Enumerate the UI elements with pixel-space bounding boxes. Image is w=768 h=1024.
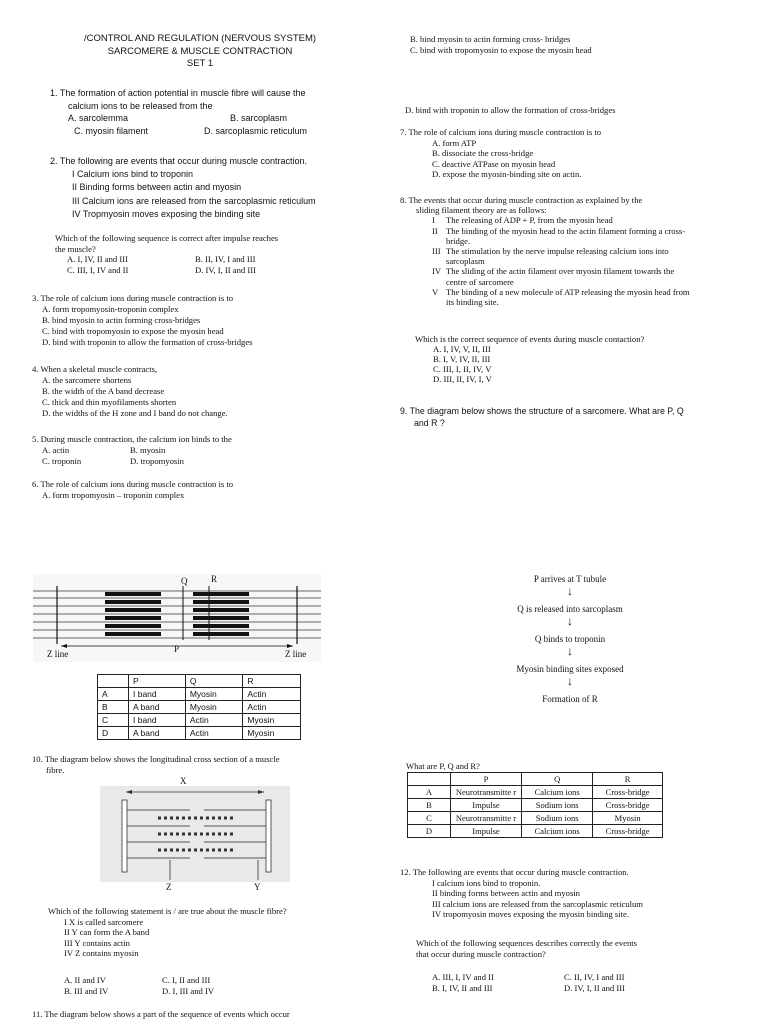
table-row <box>408 773 663 786</box>
q8-item-1-num: I <box>432 215 435 226</box>
q10-question-block <box>48 906 368 959</box>
q11-head-0 <box>408 773 451 786</box>
q9-cell: B <box>98 701 129 714</box>
muscle-fibre-svg <box>100 776 290 894</box>
q11-cell: Impulse <box>451 825 522 838</box>
q9-cell: Actin <box>185 714 243 727</box>
q2-question <box>55 233 355 275</box>
q10-option-a: A. II and IV <box>64 975 106 985</box>
q5-option-b: B. myosin <box>130 445 166 455</box>
q10-option-c: C. I, II and III <box>162 975 211 985</box>
flow-step-3: Q binds to troponin <box>534 634 606 644</box>
q1-option-b: B. sarcoplasm <box>230 113 288 123</box>
question-5 <box>32 434 362 467</box>
question-10 <box>32 754 362 776</box>
q11-cell: Calcium ions <box>522 786 593 799</box>
sarcomere-diagram <box>33 574 321 662</box>
question-2 <box>50 155 360 222</box>
q9-cell: I band <box>129 688 186 701</box>
q9-cell: Myosin <box>185 688 243 701</box>
down-arrow-icon: ↓ <box>567 644 573 658</box>
q11-table <box>407 772 663 838</box>
q9-cell: D <box>98 727 129 740</box>
question-8 <box>400 195 710 307</box>
q9-head-0 <box>98 675 129 688</box>
q1-stem-2: calcium ions to be released from the <box>68 100 213 111</box>
q2-option-a: A. I, IV, II and III <box>67 254 128 264</box>
q8-item-5-num: V <box>432 286 439 297</box>
table-row <box>408 786 663 799</box>
q11-cell: C <box>408 812 451 825</box>
q9-table <box>97 674 301 740</box>
table-row <box>98 701 301 714</box>
q12-option-b: B. I, IV, II and III <box>432 983 493 993</box>
q11-cell: Calcium ions <box>522 825 593 838</box>
table-row <box>408 812 663 825</box>
q9-cell: C <box>98 714 129 727</box>
q4-option-d: D. the widths of the H zone and I band do not change. <box>42 408 228 418</box>
q7-option-a: A. form ATP <box>432 137 477 148</box>
q5-option-c: C. troponin <box>42 456 82 466</box>
question-12 <box>400 867 730 920</box>
question-3 <box>32 293 362 348</box>
q9-stem-2: and R ? <box>414 418 445 428</box>
q8-stem-1: 8. The events that occur during muscle contraction as explained by the <box>400 195 643 205</box>
q9-cell: Myosin <box>243 727 301 740</box>
table-row <box>98 688 301 701</box>
q12-item-3: III calcium ions are released from the sarcoplasmic reticulum <box>432 898 643 909</box>
q10-stem-2: fibre. <box>46 765 65 775</box>
q9-cell: Myosin <box>243 714 301 727</box>
q10-item-2: II Y can form the A band <box>64 927 150 937</box>
q6-option-c: C. bind with tropomyosin to expose the myosin head <box>410 45 592 55</box>
q12-item-2: II binding forms between actin and myosin <box>432 888 580 898</box>
q12-item-4: IV tropomyosin moves exposing the myosin binding site. <box>432 909 630 919</box>
q12-option-c: C. II, IV, I and III <box>564 972 625 982</box>
question-6-continued <box>410 34 730 56</box>
q10-option-b: B. III and IV <box>64 986 109 996</box>
q1-option-c: C. myosin filament <box>74 125 149 136</box>
q10-options <box>64 975 324 997</box>
q5-option-a: A. actin <box>42 445 70 455</box>
q11-cell: Sodium ions <box>522 799 593 812</box>
table-row <box>98 727 301 740</box>
z-line-right-label: Z line <box>285 649 307 659</box>
q12-question-2: that occur during muscle contraction? <box>416 948 546 959</box>
header <box>60 33 340 71</box>
q5-stem: 5. During muscle contraction, the calcium ion binds to the <box>32 434 232 444</box>
q2-item-3: III Calcium ions are released from the sarcoplasmic reticulum <box>72 195 316 206</box>
muscle-fibre-diagram <box>100 776 290 894</box>
q9-head-r: R <box>243 675 301 688</box>
q9-head-q: Q <box>185 675 243 688</box>
q11-cell: Cross-bridge <box>593 799 663 812</box>
q9-cell: A band <box>129 727 186 740</box>
q3-option-a: A. form tropomyosin-troponin complex <box>42 304 179 314</box>
q2-stem: 2. The following are events that occur during muscle contraction. <box>50 156 307 166</box>
question-9 <box>400 405 730 429</box>
flow-step-1: P arrives at T tubule <box>533 574 607 584</box>
q8-item-3-text: The stimulation by the nerve impulse releasing calcium ions into sarcoplasm <box>446 246 669 267</box>
q4-stem: 4. When a skeletal muscle contracts, <box>32 364 158 374</box>
q8-option-a: A. I, IV, V, II, III <box>433 344 491 354</box>
q11-cell: Impulse <box>451 799 522 812</box>
q3-option-c: C. bind with tropomyosin to expose the myosin head <box>42 326 224 336</box>
q11-head-p: P <box>451 773 522 786</box>
q2-option-c: C. III, I, IV and II <box>67 264 129 275</box>
fibre-label-y: Y <box>254 882 261 892</box>
q8-option-d: D. III, II, IV, I, V <box>433 374 492 384</box>
q12-stem: 12. The following are events that occur during muscle contraction. <box>400 867 629 877</box>
q8-option-b: B. I, V, IV, II, III <box>433 354 491 364</box>
q11-cell: Myosin <box>593 812 663 825</box>
q2-item-2: II Binding forms between actin and myosin <box>72 182 242 192</box>
q11-cell: Sodium ions <box>522 812 593 825</box>
q3-option-b: B. bind myosin to actin forming cross-bridges <box>42 315 201 325</box>
q8-item-5-text: The binding of a new molecule of ATP releasing the myosin head from its binding site. <box>446 286 690 308</box>
down-arrow-icon: ↓ <box>567 674 573 688</box>
q4-option-b: B. the width of the A band decrease <box>42 386 165 396</box>
header-line-1: /CONTROL AND REGULATION (NERVOUS SYSTEM) <box>83 33 317 44</box>
down-arrow-icon: ↓ <box>567 614 573 628</box>
q8-item-1-text: The releasing of ADP + P, from the myosin head <box>446 215 613 226</box>
q2-item-4: IV Tropmyosin moves exposing the binding site <box>72 209 261 219</box>
q11-flowchart <box>480 574 660 704</box>
q4-option-c: C. thick and thin myofilaments shorten <box>42 397 177 407</box>
q12-question-1: Which of the following sequences describes correctly the events <box>416 938 637 948</box>
q6-option-d: D. bind with troponin to allow the formation of cross-bridges <box>405 105 616 115</box>
q7-option-d: D. expose the myosin-binding site on actin. <box>432 169 582 179</box>
q9-head-p: P <box>129 675 186 688</box>
q9-cell: Actin <box>243 701 301 714</box>
q11-cell: Neurotransmitte r <box>451 812 522 825</box>
q11-cell: A <box>408 786 451 799</box>
q11-cell: D <box>408 825 451 838</box>
q2-option-b: B. II, IV, I and III <box>195 254 256 264</box>
header-line-3: SET 1 <box>186 58 214 69</box>
q4-option-a: A. the sarcomere shortens <box>42 375 132 385</box>
q12-item-1: I calcium ions bind to troponin. <box>432 877 541 888</box>
q6-option-a: A. form tropomyosin – troponin complex <box>42 490 185 500</box>
table-row <box>408 825 663 838</box>
q8-item-3-num: III <box>432 246 441 257</box>
q2-option-d: D. IV, I, II and III <box>195 264 256 275</box>
q12-question-block <box>416 938 726 959</box>
q8-question: Which is the correct sequence of events during muscle contaction? <box>415 334 645 344</box>
fibre-label-x: X <box>180 776 187 786</box>
sarcomere-label-q: Q <box>181 576 188 586</box>
q2-question-2: the muscle? <box>55 243 96 254</box>
q1-option-a: A. sarcolemma <box>68 113 129 123</box>
q11-cell: Cross-bridge <box>593 786 663 799</box>
q6-option-b: B. bind myosin to actin forming cross- bridges <box>410 34 571 44</box>
q9-cell: Actin <box>243 688 301 701</box>
q12-option-a: A. III, I, IV and II <box>432 972 494 982</box>
question-7 <box>400 127 730 180</box>
q10-option-d: D. I, III and IV <box>162 986 215 996</box>
q9-cell: Actin <box>185 727 243 740</box>
q10-question: Which of the following statement is / are true about the muscle fibre? <box>48 906 287 916</box>
flow-step-5: Formation of R <box>542 694 598 704</box>
q6-stem: 6. The role of calcium ions during muscle contraction is to <box>32 479 234 489</box>
q12-options <box>432 972 692 994</box>
q8-stem-2: sliding filament theory are as follows: <box>416 205 547 216</box>
flow-step-4: Myosin binding sites exposed <box>516 664 624 674</box>
q8-item-2-num: II <box>432 225 438 236</box>
q8-item-2-text: The binding of the myosin head to the actin filament forming a cross-bridge. <box>446 225 686 246</box>
q10-stem-1: 10. The diagram below shows the longitudinal cross section of a muscle <box>32 754 280 764</box>
q7-stem: 7. The role of calcium ions during muscle contraction is to <box>400 127 602 137</box>
q8-item-4-num: IV <box>432 266 442 277</box>
q10-item-4: IV Z contains myosin <box>64 948 139 958</box>
q11-head-q: Q <box>522 773 593 786</box>
sarcomere-label-r: R <box>211 574 218 584</box>
q12-option-d: D. IV, I, II and III <box>564 983 625 993</box>
q10-item-1: I X is called sarcomere <box>64 916 144 927</box>
q2-item-1: I Calcium ions bind to troponin <box>72 168 194 179</box>
q11-cell: Cross-bridge <box>593 825 663 838</box>
header-line-2: SARCOMERE & MUSCLE CONTRACTION <box>107 45 293 57</box>
q9-stem-1: 9. The diagram below shows the structure of a sarcomere. What are P, Q <box>400 406 684 416</box>
q8-question-block <box>415 334 725 384</box>
q11-head-r: R <box>593 773 663 786</box>
q11-question: What are P, Q and R? <box>406 761 480 771</box>
q7-option-c: C. deactive ATPase on myosin head <box>432 158 556 169</box>
q1-stem-1: 1. The formation of action potential in muscle fibre will cause the <box>50 88 306 98</box>
table-row <box>408 799 663 812</box>
z-line-left-label: Z line <box>47 649 69 659</box>
q9-cell: Myosin <box>185 701 243 714</box>
q5-option-d: D. tropomyosin <box>130 456 184 466</box>
q8-item-4-text: The sliding of the actin filament over myosin filament towards the centre of sarcomere <box>446 266 675 287</box>
table-row <box>98 675 301 688</box>
q9-cell: I band <box>129 714 186 727</box>
question-6 <box>32 479 362 501</box>
down-arrow-icon: ↓ <box>567 584 573 598</box>
table-row <box>98 714 301 727</box>
q2-question-1: Which of the following sequence is correct after impulse reaches <box>55 233 279 243</box>
sarcomere-label-p: P <box>174 644 180 654</box>
q9-cell: A <box>98 688 129 701</box>
q3-stem: 3. The role of calcium ions during muscle contraction is to <box>32 293 234 303</box>
question-1 <box>50 87 360 137</box>
q3-option-d: D. bind with troponin to allow the formation of cross-bridges <box>42 337 253 347</box>
q11-cell: B <box>408 799 451 812</box>
q9-cell: A band <box>129 701 186 714</box>
flow-step-2: Q is released into sarcoplasm <box>517 604 623 614</box>
fibre-label-z: Z <box>166 882 172 892</box>
q1-option-d: D. sarcoplasmic reticulum <box>204 125 308 136</box>
q11-stem: 11. The diagram below shows a part of the sequence of events which occur <box>32 1009 290 1019</box>
q7-option-b: B. dissociate the cross-bridge <box>432 148 534 158</box>
q10-item-3: III Y contains actin <box>64 937 130 948</box>
q8-option-c: C. III, I, II, IV, V <box>433 364 492 374</box>
question-4 <box>32 364 362 419</box>
q11-cell: Neurotransmitte r <box>451 786 522 799</box>
